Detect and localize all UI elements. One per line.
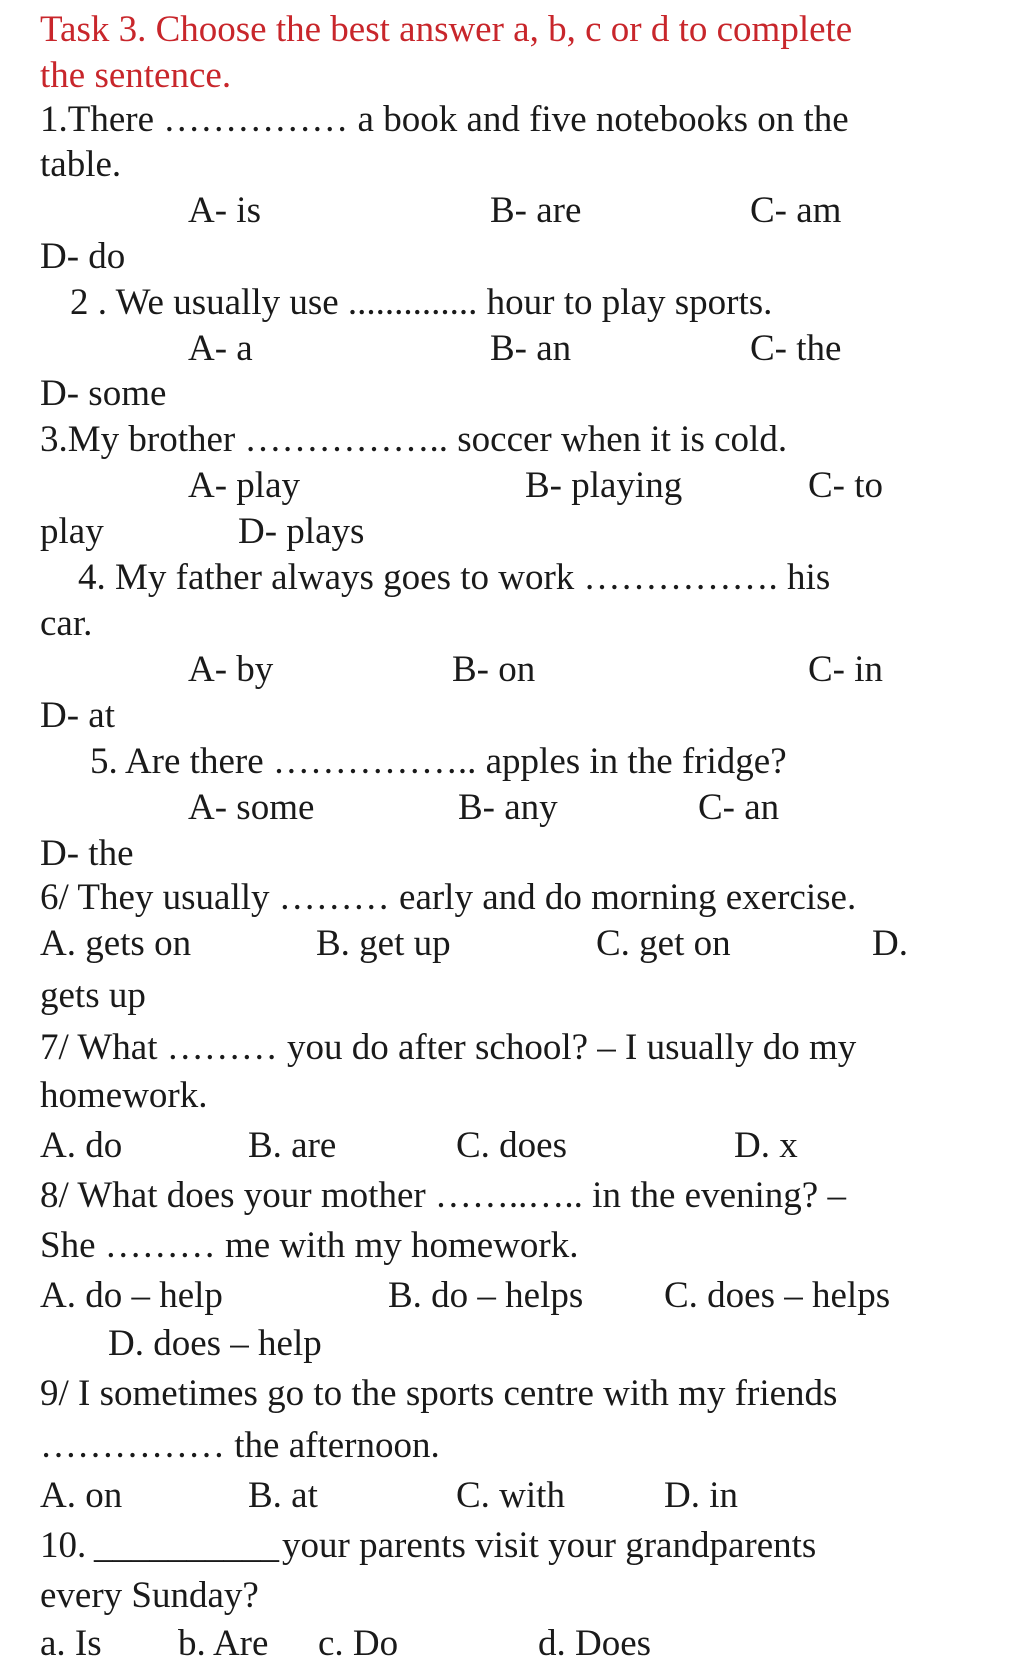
- question-10-option-c[interactable]: c. Do: [318, 1623, 399, 1664]
- question-8-option-a[interactable]: A. do – help: [40, 1275, 223, 1316]
- question-1-text: 1.There …………… a book and five notebooks on the: [40, 99, 849, 140]
- question-7-option-a[interactable]: A. do: [40, 1125, 123, 1166]
- question-6-option-b[interactable]: B. get up: [316, 923, 451, 964]
- question-10-blank: __________: [94, 1525, 279, 1566]
- question-6-option-d[interactable]: D.: [872, 923, 908, 964]
- question-4-text: 4. My father always goes to work ……………. his: [78, 557, 831, 598]
- question-4-option-b[interactable]: B- on: [452, 649, 536, 690]
- question-8-text: 8/ What does your mother ……..….. in the evening? –: [40, 1175, 846, 1216]
- question-9-option-d[interactable]: D. in: [664, 1475, 738, 1516]
- question-3-option-d[interactable]: D- plays: [238, 511, 365, 552]
- question-9-option-a[interactable]: A. on: [40, 1475, 123, 1516]
- question-9-text: 9/ I sometimes go to the sports centre with my friends: [40, 1373, 838, 1414]
- task-title-cont: the sentence.: [40, 55, 232, 96]
- question-5-text: 5. Are there …………….. apples in the fridge?: [90, 741, 787, 782]
- question-3-text: 3.My brother …………….. soccer when it is cold.: [40, 419, 788, 460]
- question-6-option-a[interactable]: A. gets on: [40, 923, 192, 964]
- question-5-option-d[interactable]: D- the: [40, 833, 134, 874]
- question-4-option-d[interactable]: D- at: [40, 695, 115, 736]
- task-title: Task 3. Choose the best answer a, b, c or d to complete: [40, 9, 853, 50]
- question-8-option-b[interactable]: B. do – helps: [388, 1275, 584, 1316]
- question-8-text-cont: She ……… me with my homework.: [40, 1225, 579, 1266]
- question-5-option-b[interactable]: B- any: [458, 787, 558, 828]
- question-1-option-a[interactable]: A- is: [188, 190, 261, 231]
- question-7-text-cont: homework.: [40, 1075, 208, 1116]
- question-2-option-b[interactable]: B- an: [490, 328, 572, 369]
- question-1-text-cont: table.: [40, 144, 122, 185]
- question-6-option-d-cont[interactable]: gets up: [40, 975, 146, 1016]
- question-6-text: 6/ They usually ……… early and do morning exercise.: [40, 877, 857, 918]
- question-4-option-a[interactable]: A- by: [188, 649, 274, 690]
- question-8-option-d[interactable]: D. does – help: [108, 1323, 322, 1364]
- question-3-option-c[interactable]: C- to: [808, 465, 884, 506]
- question-7-text: 7/ What ……… you do after school? – I usually do my: [40, 1027, 857, 1068]
- question-10-number: 10.: [40, 1525, 87, 1566]
- question-4-option-c[interactable]: C- in: [808, 649, 884, 690]
- question-7-option-d[interactable]: D. x: [734, 1125, 798, 1166]
- question-1-option-c[interactable]: C- am: [750, 190, 842, 231]
- question-1-option-b[interactable]: B- are: [490, 190, 582, 231]
- question-10-text: your parents visit your grandparents: [282, 1525, 817, 1566]
- question-3-option-a[interactable]: A- play: [188, 465, 300, 506]
- question-9-option-b[interactable]: B. at: [248, 1475, 318, 1516]
- question-10-text-cont: every Sunday?: [40, 1575, 259, 1616]
- question-7-option-c[interactable]: C. does: [456, 1125, 567, 1166]
- question-7-option-b[interactable]: B. are: [248, 1125, 337, 1166]
- question-3-option-b[interactable]: B- playing: [525, 465, 683, 506]
- question-2-option-c[interactable]: C- the: [750, 328, 842, 369]
- question-3-option-c-cont[interactable]: play: [40, 511, 104, 552]
- question-2-text: 2 . We usually use .............. hour to play sports.: [70, 282, 773, 323]
- question-6-option-c[interactable]: C. get on: [596, 923, 731, 964]
- question-9-text-cont: …………… the afternoon.: [40, 1425, 440, 1466]
- question-9-option-c[interactable]: C. with: [456, 1475, 565, 1516]
- question-10-option-b[interactable]: b. Are: [178, 1623, 269, 1664]
- question-2-option-a[interactable]: A- a: [188, 328, 253, 369]
- question-4-text-cont: car.: [40, 603, 93, 644]
- question-10-option-d[interactable]: d. Does: [538, 1623, 652, 1664]
- question-1-option-d[interactable]: D- do: [40, 236, 126, 277]
- question-5-option-c[interactable]: C- an: [698, 787, 780, 828]
- question-10-option-a[interactable]: a. Is: [40, 1623, 102, 1664]
- question-8-option-c[interactable]: C. does – helps: [664, 1275, 891, 1316]
- question-2-option-d[interactable]: D- some: [40, 373, 167, 414]
- question-5-option-a[interactable]: A- some: [188, 787, 315, 828]
